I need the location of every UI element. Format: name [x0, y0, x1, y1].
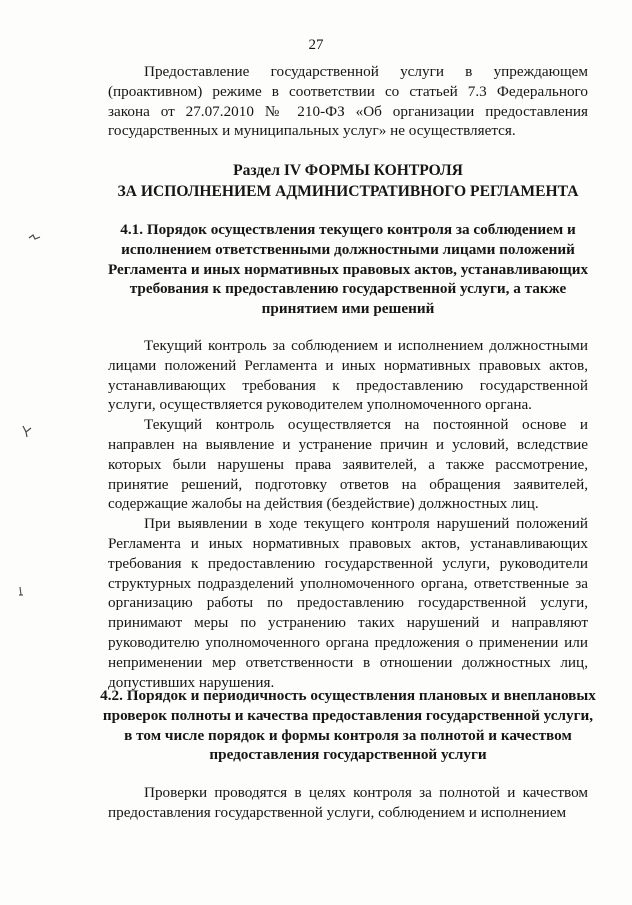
heading-line: 4.2. Порядок и периодичность осуществления плановых и внеплановых — [100, 687, 596, 704]
scan-artifact-mark — [16, 585, 26, 599]
heading-line: исполнением ответственными должностными лицами положений — [121, 240, 575, 258]
heading-line: принятием ими решений — [261, 300, 435, 318]
subsection-4-2-heading — [100, 686, 596, 765]
page-number: 27 — [308, 37, 324, 53]
heading-line: предоставления государственной услуги — [209, 746, 487, 764]
body-paragraph: При выявлении в ходе текущего контроля нарушений положений Регламента и иных нормативных правовых актов, устанавливающих требования к предоставлению государственной услуги, руководители структурных подразделений уполномоченного органа, ответственные за организацию работы по предоставлению государственной услуги, принимают меры по устранению таких нарушений и направляют руководителю уполномоченного органа предложения о применении или неприменении мер ответственности в отношении должностных лиц, допустивших нарушения. — [108, 515, 588, 691]
intro-paragraph: Предоставление государственной услуги в упреждающем (проактивном) режиме в соответствии со статьей 7.3 Федерального закона от 27.07.2010 № 210-ФЗ «Об организации предоставления государственных и муниципальных услуг» не осуществляется. — [108, 63, 588, 140]
heading-line: в том числе порядок и формы контроля за полнотой и качеством — [124, 726, 572, 744]
subsection-4-1-body — [108, 336, 588, 692]
heading-line: требования к предоставлению государственной услуги, а также — [129, 280, 567, 298]
intro-paragraph-block — [108, 62, 588, 141]
body-paragraph: Текущий контроль за соблюдением и исполнением должностными лицами положений Регламента и иных нормативных правовых актов, устанавливающих требования к предоставлению государственной услуги, осуществляется руководителем уполномоченного органа. — [108, 337, 588, 414]
subsection-4-1-heading — [100, 220, 596, 319]
heading-line: 4.1. Порядок осуществления текущего контроля за соблюдением и — [120, 221, 576, 238]
scan-artifact-mark — [28, 232, 42, 242]
section-title — [100, 160, 596, 202]
section-title-line-2: ЗА ИСПОЛНЕНИЕМ АДМИНИСТРАТИВНОГО РЕГЛАМЕНТА — [117, 183, 579, 200]
scan-artifact-mark — [20, 424, 34, 438]
heading-line: проверок полноты и качества предоставления государственной услуги, — [102, 706, 594, 724]
heading-line: Регламента и иных нормативных правовых актов, устанавливающих — [107, 260, 589, 278]
body-paragraph: Проверки проводятся в целях контроля за полнотой и качеством предоставления государственной услуги, соблюдением и исполнением — [108, 784, 588, 821]
body-paragraph: Текущий контроль осуществляется на постоянной основе и направлен на выявление и устранение причин и условий, вследствие которых были нарушены права заявителей, а также рассмотрение, принятие решений, подготовку ответов на обращения заявителей, содержащие жалобы на действия (бездействие) должностных лиц. — [108, 416, 588, 513]
subsection-4-2-body — [108, 783, 588, 823]
section-title-line-1: Раздел IV ФОРМЫ КОНТРОЛЯ — [233, 162, 463, 179]
